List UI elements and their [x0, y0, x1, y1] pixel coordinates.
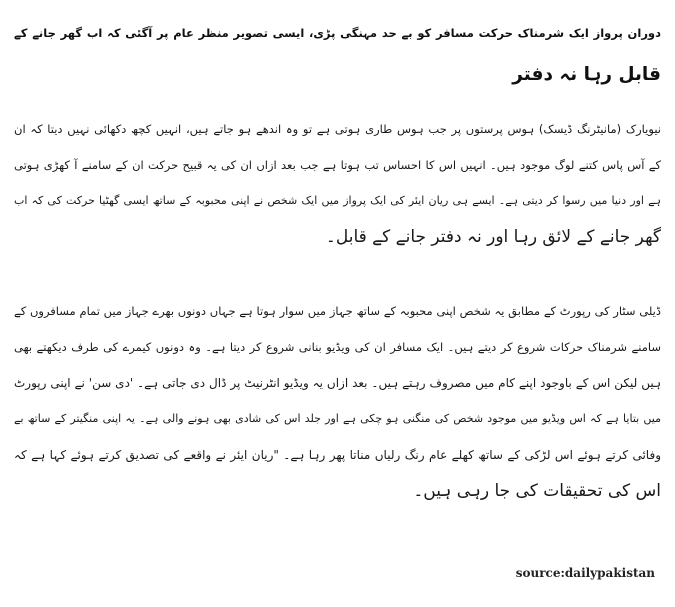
paragraph-line: سامنے شرمناک حرکات شروع کر دیتے ہیں۔ ایک مسافر ان کی ویڈیو بنانی شروع کر دیتا ہے۔ وہ دونوں کیمرے کی طرف دیکھتے بھی — [14, 340, 661, 354]
paragraph-line: گھر جانے کے لائق رہا اور نہ دفتر جانے کے قابل۔ — [325, 227, 661, 247]
headline-line: قابل رہا نہ دفتر — [512, 64, 661, 85]
paragraph-line: ہیں لیکن اس کے باوجود اپنے کام میں مصروف رہتے ہیں۔ بعد ازاں یہ ویڈیو انٹرنیٹ پر ڈال دی جاتی ہے۔ 'دی سن' نے اپنی رپورٹ — [14, 376, 661, 390]
paragraph-line: اس کی تحقیقات کی جا رہی ہیں۔ — [413, 481, 661, 501]
paragraph-line: ہے اور دنیا میں رسوا کر دیتی ہے۔ ایسے ہی ریان ایئر کی ایک پرواز میں ایک شخص نے اپنی محبوبہ کے ساتھ ایسی گھٹیا حرکت کی کہ اب — [14, 194, 661, 207]
paragraph-line: وفائی کرتے ہوئے اس لڑکی کے ساتھ کھلے عام رنگ رلیاں مناتا پھر رہا ہے۔ "ریان ایئر نے واقعے کی تصدیق کرتے ہوئے کہا ہے کہ — [14, 448, 661, 462]
paragraph-line: ڈیلی سٹار کی رپورٹ کے مطابق یہ شخص اپنی محبوبہ کے ساتھ جہاز میں سوار ہوتا ہے جہاں دونوں بھرے جہاز میں تمام مسافروں کے — [14, 304, 661, 318]
headline-line: دوران پرواز ایک شرمناک حرکت مسافر کو بے حد مہنگی پڑی، ایسی تصویر منظر عام پر آگئی کہ اب گھر جانے کے — [14, 26, 661, 40]
source-credit: source:dailypakistan — [515, 566, 655, 580]
paragraph-line: کے آس پاس کتنے لوگ موجود ہیں۔ انہیں اس کا احساس تب ہوتا ہے جب بعد ازاں ان کی یہ قبیح حرکت ان کے سامنے آ کھڑی ہوتی — [14, 158, 661, 172]
paragraph-line: نیویارک (مانیٹرنگ ڈیسک) ہوس پرستوں پر جب ہوس طاری ہوتی ہے تو وہ اندھے ہو جاتے ہیں، انہیں کچھ دکھائی نہیں دیتا کہ ان — [14, 122, 661, 136]
paragraph-line: میں بتایا ہے کہ اس ویڈیو میں موجود شخص کی منگنی ہو چکی ہے اور جلد اس کی شادی بھی ہونے والی ہے۔ یہ اپنی منگیتر کے ساتھ بے — [14, 412, 661, 425]
